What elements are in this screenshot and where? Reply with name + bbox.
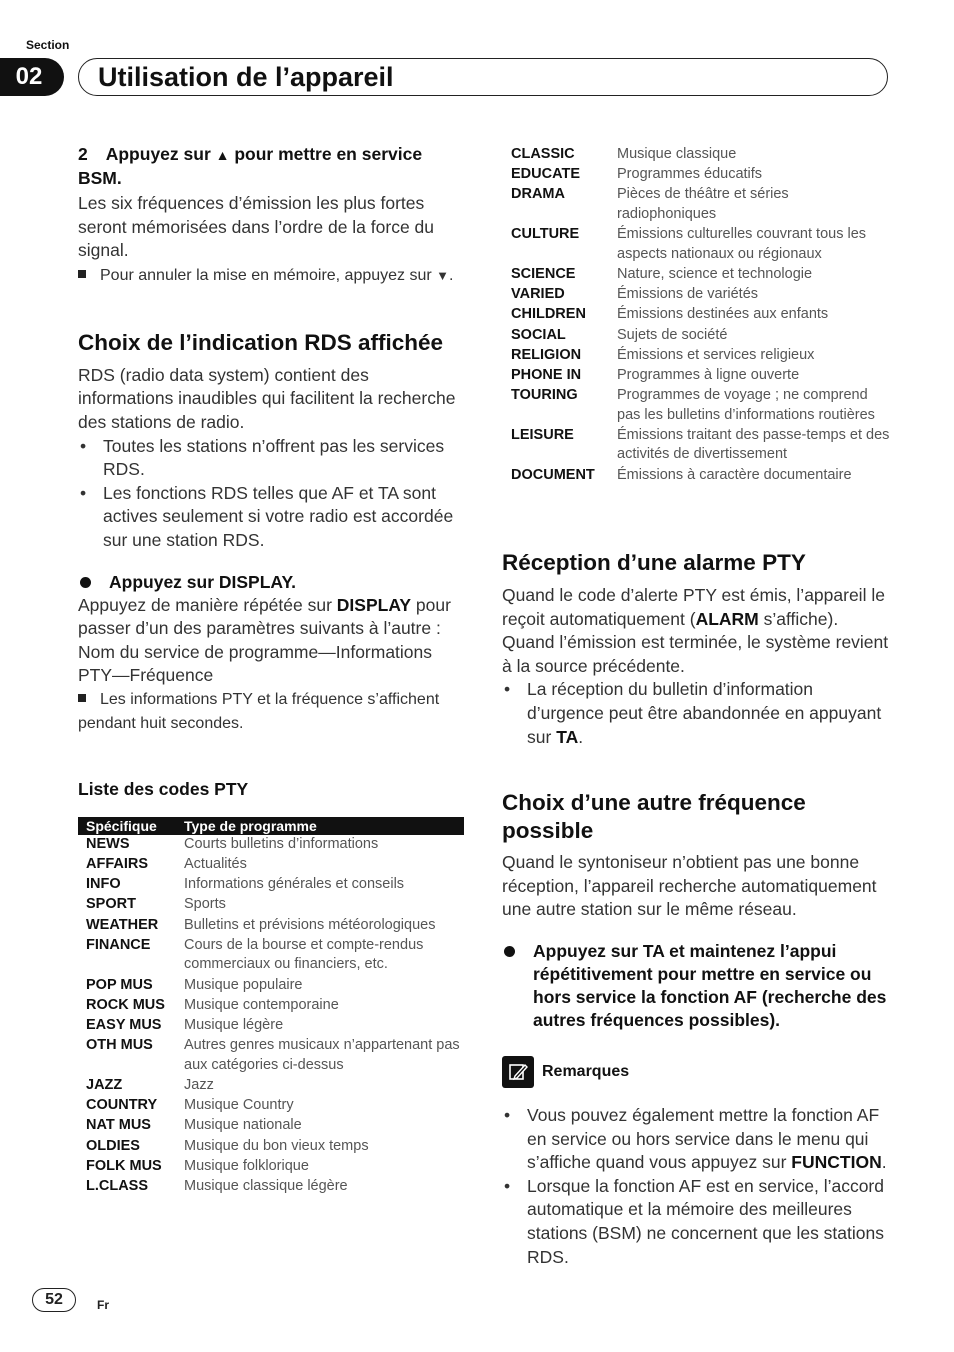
- arrow-down-icon: ▼: [436, 267, 450, 283]
- pty-description: Musique classique légère: [184, 1177, 348, 1194]
- pty-description: Pièces de théâtre et séries radiophoniques: [617, 186, 789, 222]
- pty-description: Programmes éducatifs: [617, 166, 763, 183]
- pty-list-heading: Liste des codes PTY: [78, 778, 249, 799]
- pty-description: Sujets de société: [617, 326, 728, 343]
- display-note: [78, 688, 466, 736]
- pty-description: Émissions de variétés: [617, 286, 759, 303]
- pty-row: [502, 165, 890, 185]
- pencil-note-icon: [502, 1056, 534, 1088]
- display-step-heading: [78, 571, 466, 594]
- pty-table-continued: [502, 145, 892, 486]
- pty-row: [502, 326, 890, 346]
- bullet-dot-icon: •: [504, 679, 511, 700]
- pty-code: LEISURE: [511, 426, 574, 443]
- bullet-dot-icon: •: [80, 482, 87, 503]
- pty-row: [502, 346, 890, 366]
- pty-code: OLDIES: [86, 1137, 140, 1154]
- pty-code: VARIED: [511, 286, 565, 303]
- step-bullet-icon: [504, 946, 515, 957]
- pty-code: POP MUS: [86, 976, 153, 993]
- right-column: [502, 549, 892, 1269]
- ta-keyword: TA: [556, 726, 579, 747]
- pty-row: [78, 835, 464, 855]
- af-body: Quand le syntoniseur n’obtient pas une bonne réception, l’appareil recherche automatiquement une autre station sur le même réseau.: [502, 852, 877, 920]
- step-bullet-icon: [80, 577, 91, 588]
- body-text: Quand le code d’alerte PTY est émis, l’appareil le reçoit automatiquement (: [502, 585, 885, 629]
- pty-code: EASY MUS: [86, 1017, 162, 1033]
- body-text: s’affiche). Quand l’émission est terminée, le système revient à la source précédente.: [502, 608, 889, 676]
- pty-code: TOURING: [511, 387, 578, 404]
- pty-row: [78, 1096, 464, 1116]
- pty-code: SOCIAL: [511, 326, 566, 343]
- pty-row: [502, 225, 890, 265]
- pty-row: [78, 916, 464, 936]
- pty-table-body: [502, 145, 890, 486]
- bullet-text: Toutes les stations n’offrent pas les services RDS.: [103, 435, 445, 480]
- remarks-header: [502, 1056, 892, 1088]
- pty-description: Musique contemporaine: [184, 996, 339, 1013]
- body-text: pour passer d’un des paramètres suivants à l’autre :: [78, 594, 451, 639]
- step-2-heading: [78, 143, 466, 190]
- pty-description: Émissions destinées aux enfants: [617, 306, 829, 323]
- bullet-text: .: [578, 726, 584, 747]
- remark-item: [502, 1104, 892, 1175]
- bullet-dot-icon: •: [504, 1104, 511, 1125]
- pty-row: [78, 976, 464, 996]
- pty-row: [78, 1036, 464, 1076]
- pty-description: Courts bulletins d’informations: [184, 835, 379, 852]
- note-square-icon: [78, 694, 86, 702]
- rds-intro: RDS (radio data system) contient des informations inaudibles qui facilitent la recherche des stations de radio.: [78, 364, 456, 432]
- page-number: 52: [32, 1288, 76, 1312]
- pty-row: [502, 426, 890, 466]
- rds-bullet: [78, 435, 466, 482]
- pty-row: [78, 1137, 464, 1157]
- pty-row: [502, 285, 890, 305]
- pty-description: Jazz: [184, 1076, 214, 1093]
- pty-code: L.CLASS: [86, 1177, 149, 1194]
- note-square-icon: [78, 270, 86, 278]
- remarks-label: Remarques: [542, 1062, 630, 1080]
- pty-table-right: [502, 145, 890, 486]
- pty-description: Musique folklorique: [184, 1157, 309, 1174]
- display-step-title: Appuyez sur DISPLAY.: [109, 571, 297, 592]
- pty-description: Musique légère: [184, 1017, 284, 1033]
- section-number: 02: [0, 58, 64, 96]
- pty-row: [502, 386, 890, 426]
- pty-code: FINANCE: [86, 936, 151, 953]
- pty-code: DRAMA: [511, 186, 565, 203]
- rds-bullet: [78, 482, 466, 553]
- pty-row: [502, 265, 890, 285]
- pty-code: EDUCATE: [511, 166, 581, 183]
- bullet-text: Les fonctions RDS telles que AF et TA sont actives seulement si votre radio est accordée sur une station RDS.: [103, 482, 454, 550]
- pty-description: Musique Country: [184, 1097, 294, 1114]
- pty-table-header: [78, 817, 464, 835]
- bullet-dot-icon: •: [80, 435, 87, 456]
- display-keyword: DISPLAY: [336, 594, 412, 615]
- remark-item: [502, 1175, 892, 1269]
- pty-row: [502, 145, 890, 165]
- pty-code: CLASSIC: [511, 146, 575, 162]
- pty-row: [78, 855, 464, 875]
- pty-code: COUNTRY: [86, 1097, 158, 1114]
- body-text: Appuyez de manière répétée sur: [78, 594, 337, 615]
- function-keyword: FUNCTION: [791, 1152, 882, 1173]
- col-code-header: Spécifique: [78, 817, 184, 835]
- pty-description: Informations générales et conseils: [184, 876, 405, 893]
- pty-description: Musique classique: [617, 146, 737, 162]
- pty-description: Émissions traitant des passe-temps et des activités de divertissement: [617, 426, 890, 463]
- pty-row: [78, 996, 464, 1016]
- pty-row: [78, 1116, 464, 1136]
- pty-description: Musique nationale: [184, 1117, 302, 1134]
- pty-code: CULTURE: [511, 226, 580, 243]
- alarm-body: [502, 584, 892, 678]
- bullet-text: .: [881, 1152, 887, 1173]
- pty-row: [502, 466, 890, 486]
- language-label: Fr: [97, 1298, 109, 1312]
- pty-description: Autres genres musicaux n’appartenant pas aux catégories ci-dessus: [184, 1037, 460, 1073]
- arrow-up-icon: ▲: [215, 147, 230, 163]
- display-sequence: Nom du service de programme—Informations PTY—Fréquence: [78, 641, 433, 686]
- pty-code: RELIGION: [511, 346, 582, 363]
- bullet-text: La réception du bulletin d’information d’urgence peut être abandonnée en appuyant sur: [527, 679, 882, 747]
- step-number: 2: [78, 144, 88, 164]
- pty-code: JAZZ: [86, 1076, 123, 1093]
- pty-row: [78, 1076, 464, 1096]
- pty-description: Émissions culturelles couvrant tous les aspects nationaux ou régionaux: [617, 226, 867, 262]
- bullet-text: Lorsque la fonction AF est en service, l’accord automatique et la mémoire des meilleures stations (BSM) ne concernent que les stations RDS.: [527, 1175, 884, 1267]
- pty-row: [78, 895, 464, 915]
- pty-description: Cours de la bourse et compte-rendus commerciaux ou financiers, etc.: [184, 936, 424, 973]
- pty-description: Musique du bon vieux temps: [184, 1137, 369, 1154]
- pty-code: AFFAIRS: [86, 856, 149, 873]
- af-step-title: Appuyez sur TA et maintenez l’appui répétitivement pour mettre en service ou hors service la fonction AF (recherche des autres fréquences possibles).: [533, 940, 887, 1030]
- pty-code: OTH MUS: [86, 1037, 153, 1054]
- alarm-heading: Réception d’une alarme PTY: [502, 550, 806, 575]
- pty-code: CHILDREN: [511, 306, 586, 323]
- pty-description: Émissions à caractère documentaire: [617, 466, 852, 483]
- step-2-note: [78, 264, 466, 288]
- pty-row: [502, 305, 890, 325]
- step-2-title-part: pour mettre en service BSM.: [78, 144, 423, 188]
- pty-description: Musique populaire: [184, 976, 303, 993]
- pty-description: Programmes de voyage ; ne comprend pas les bulletins d’informations routières: [617, 387, 875, 423]
- pty-table-body: [78, 835, 464, 1197]
- pty-row: [502, 185, 890, 225]
- pty-description: Actualités: [184, 856, 247, 873]
- step-2-body: Les six fréquences d’émission les plus fortes seront mémorisées dans l’ordre de la force du signal.: [78, 193, 435, 261]
- pty-row: [78, 936, 464, 976]
- page-title: Utilisation de l’appareil: [98, 62, 394, 92]
- pty-code: SCIENCE: [511, 265, 576, 282]
- pty-description: Bulletins et prévisions météorologiques: [184, 916, 436, 933]
- bullet-text: Vous pouvez également mettre la fonction AF en service ou hors service dans le menu qui s’affiche quand vous appuyez sur: [527, 1104, 880, 1173]
- pty-code: SPORT: [86, 896, 136, 913]
- alarm-keyword: ALARM: [695, 608, 759, 629]
- pty-code: INFO: [86, 876, 121, 893]
- bullet-dot-icon: •: [504, 1175, 511, 1196]
- rds-heading: Choix de l’indication RDS affichée: [78, 329, 444, 355]
- pty-table: [78, 817, 464, 1197]
- pty-description: Nature, science et technologie: [617, 265, 813, 282]
- pty-code: FOLK MUS: [86, 1157, 162, 1174]
- af-heading: Choix d’une autre fréquence possible: [502, 790, 806, 844]
- note-text: Les informations PTY et la fréquence s’affichent pendant huit secondes.: [78, 690, 440, 732]
- pty-row: [78, 1016, 464, 1036]
- pty-row: [502, 366, 890, 386]
- pty-description: Émissions et services religieux: [617, 346, 815, 363]
- pty-row: [78, 1177, 464, 1197]
- pty-description: Programmes à ligne ouverte: [617, 366, 800, 383]
- left-column: [78, 143, 466, 1197]
- note-text: .: [449, 266, 454, 284]
- pty-row: [78, 1157, 464, 1177]
- pty-code: WEATHER: [86, 916, 159, 933]
- pty-description: Sports: [184, 896, 226, 913]
- af-step-heading: [502, 940, 892, 1032]
- display-step-body: [78, 594, 466, 641]
- note-text: Pour annuler la mise en mémoire, appuyez sur: [100, 266, 437, 284]
- section-label: Section: [26, 38, 70, 52]
- col-type-header: Type de programme: [184, 817, 464, 835]
- pty-row: [78, 875, 464, 895]
- pty-code: DOCUMENT: [511, 466, 595, 483]
- pty-code: ROCK MUS: [86, 996, 165, 1013]
- pty-code: PHONE IN: [511, 366, 582, 383]
- alarm-bullet: [502, 678, 892, 749]
- step-2-title-part: Appuyez sur: [105, 144, 216, 164]
- pty-code: NEWS: [86, 835, 130, 852]
- pty-code: NAT MUS: [86, 1117, 151, 1134]
